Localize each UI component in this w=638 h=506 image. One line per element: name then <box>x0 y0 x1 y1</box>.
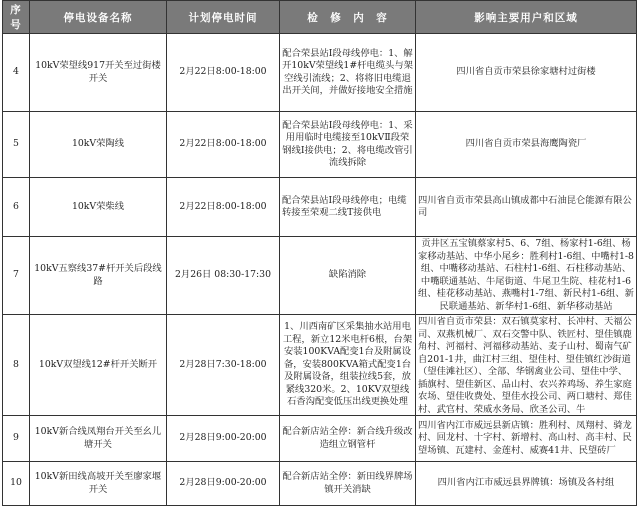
cell-equipment: 10kV五察线37#杆开关后段线路 <box>30 237 167 315</box>
table-row <box>3 178 637 237</box>
table-row <box>3 462 637 506</box>
cell-work: 配合新店站全停：新田线界牌场镇开关消缺 <box>280 462 416 506</box>
cell-equipment: 10kV荣陶线 <box>30 112 167 178</box>
table-row <box>3 34 637 112</box>
cell-equipment: 10kV新田线高坡开关至廖家堰开关 <box>30 462 167 506</box>
cell-area <box>416 416 637 462</box>
cell-area <box>416 315 637 416</box>
table-row <box>3 315 637 416</box>
cell-seq: 10 <box>3 462 30 506</box>
cell-seq: 5 <box>3 112 30 178</box>
header-seq: 序号 <box>3 1 30 34</box>
cell-work: 配合新店站全停：新合线升级改造组立钢管杆 <box>280 416 416 462</box>
cell-time: 2月28日7:30-18:00 <box>167 315 280 416</box>
cell-seq: 9 <box>3 416 30 462</box>
cell-area: 四川省自贡市荣县海鹰陶瓷厂 <box>416 112 637 178</box>
cell-time: 2月22日8:00-18:00 <box>167 34 280 112</box>
cell-equipment: 10kV双望线12#杆开关断开 <box>30 315 167 416</box>
cell-work <box>280 315 416 416</box>
cell-work: 缺陷消除 <box>280 237 416 315</box>
table-header-row <box>3 1 637 34</box>
table-row <box>3 237 637 315</box>
cell-area: 四川省自贡市荣县徐家塘村过街楼 <box>416 34 637 112</box>
cell-seq: 7 <box>3 237 30 315</box>
power-outage-table <box>2 0 637 506</box>
cell-time: 2月28日9:00-20:00 <box>167 462 280 506</box>
table-row <box>3 112 637 178</box>
cell-work <box>280 112 416 178</box>
cell-time: 2月22日8:00-18:00 <box>167 178 280 237</box>
cell-seq: 6 <box>3 178 30 237</box>
cell-time: 2月26日 08:30-17:30 <box>167 237 280 315</box>
cell-work: 配合荣县站Ⅰ段母线停电；电缆转接至荣观二线T接供电 <box>280 178 416 237</box>
header-work: 检 修 内 容 <box>280 1 416 34</box>
cell-work-text: 配合荣县站Ⅰ段母线停电：1、解开10kV荣望线1#杆电缆头与架空线引流线；2、将将旧电缆退出开关间，并做好接地安全措施 <box>282 47 413 96</box>
cell-equipment: 10kV荣柴线 <box>30 178 167 237</box>
cell-equipment: 10kV荣望线917开关至过街楼开关 <box>30 34 167 112</box>
cell-time: 2月28日9:00-20:00 <box>167 416 280 462</box>
table-row <box>3 416 637 462</box>
header-area: 影响主要用户和区域 <box>416 1 637 34</box>
cell-work-text: 1、川西南矿区采集抽水站用电工程，新立12米电杆6根，台架安装100KVA配变1台及附属设备，安装800KVA箱式配变1台及附属设备，组装拉线5套，放紧线320米。2、10KV双望线石香沟配变低压出线更换处理 <box>282 321 413 408</box>
cell-area <box>416 237 637 315</box>
header-time: 计划停电时间 <box>167 1 280 34</box>
cell-equipment: 10kV新合线凤翔台开关至幺儿塘开关 <box>30 416 167 462</box>
header-equipment: 停电设备名称 <box>30 1 167 34</box>
cell-area-text: 四川省自贡市荣县：双石镇莫家村、长冲村、天福公司、双燕机械厂、双石交警中队、铁匠村、望佳镇鹿角村、河福村、河福移动基站、麦子山村、蜀南气矿自201-1井，曲江村三组、望佳村、望佳镇红沙街道（望佳滩社区）、全部、华钢禽业公司、望佳中学、插旗村、望佳新区、品山村、农兴养鸡场、养生家庭农场、望佳收费处、望佳水投公司、两口塘村、郑佳村、武官村、荣威水务局、欣圣公司、牛 <box>418 316 632 415</box>
cell-area: 四川省自贡市荣县高山镇成都中石油昆仑能源有限公司 <box>416 178 637 237</box>
cell-seq: 4 <box>3 34 30 112</box>
cell-work-text: 配合荣县站Ⅰ段母线停电：1、采用用临时电缆接至10kVⅡ段荣钢线Ⅰ接供电；2、将电缆改管引流线拆除 <box>282 119 413 168</box>
cell-area: 四川省内江市威远县界牌镇：场镇及各村组 <box>416 462 637 506</box>
cell-seq: 8 <box>3 315 30 416</box>
cell-area-text: 四川省内江市威远县新店镇：胜利村、凤翔村、骑龙村、回龙村、十字村、新增村、高山村、高丰村、民望场镇、瓦建村、金莲村、威赛41井、民望砖厂 <box>418 419 632 456</box>
cell-area-text: 贡井区五宝镇蔡家村5、6、7组、杨家村1-6组、杨家移动基站、中华小尾乡：胜利村1-6组、中嘴村1-8组、中嘴移动基站、石柱村1-6组、石柱移动基站、中嘴联通基站、牛尾街道、牛尾卫生院、桂花村1-6组、桂花移动基站、燕嘴村1-7组、新民村1-6组、新民联通基站、新华村1-6组、新华移动基站 <box>418 238 634 312</box>
cell-work <box>280 34 416 112</box>
cell-time: 2月22日8:00-18:00 <box>167 112 280 178</box>
